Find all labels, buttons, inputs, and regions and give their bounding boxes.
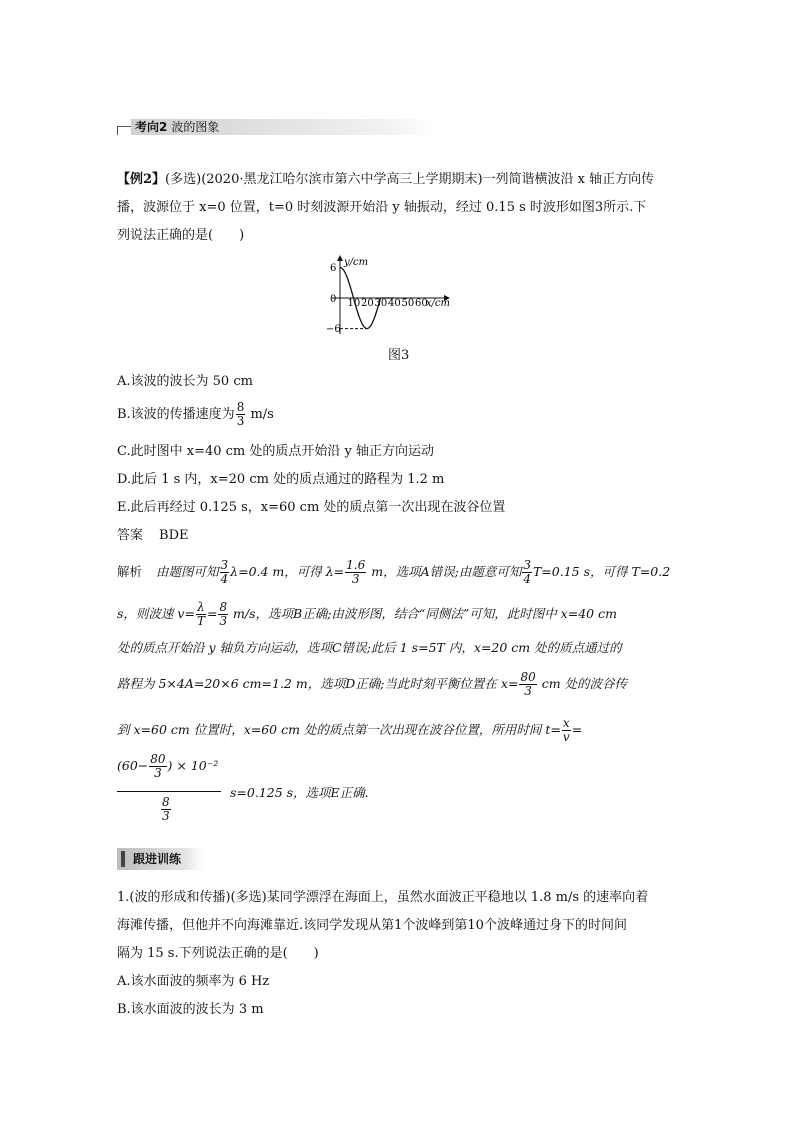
fraction: $\frac{80}{3}$ bbox=[520, 670, 536, 698]
x-tick-30: 30 bbox=[374, 298, 388, 309]
y-tick-0: 0 bbox=[330, 294, 337, 305]
compound-fraction-numerator: (60− $\frac{80}{3}$ ) × 10⁻² bbox=[117, 752, 219, 780]
analysis-line-5: 到 x=60 cm 位置时，x=60 cm 处的质点第一次出现在波谷位置，所用时间 t= $\frac{x}{v}$ = bbox=[117, 716, 583, 744]
example-line-3: 列说法正确的是( ) bbox=[117, 228, 245, 243]
follow-bars-icon bbox=[121, 851, 125, 867]
option-b-fraction: $\frac{8}{3}$ bbox=[236, 400, 245, 428]
follow-title: 跟进训练 bbox=[133, 852, 182, 866]
analysis-line-4: 路程为 5×4A=20×6 cm=1.2 m，选项D正确;当此时刻平衡位置在 x= $\frac{80}{3}$ cm 处的波谷传 bbox=[117, 670, 628, 698]
x-tick-20: 20 bbox=[361, 298, 374, 309]
y-tick-neg6: −6 bbox=[326, 324, 341, 335]
x-axis-label: x/cm bbox=[425, 298, 450, 309]
option-b: B.该波的传播速度为 $\frac{8}{3}$ m/s bbox=[117, 400, 274, 428]
section-title: 考向2 波的图象 bbox=[135, 120, 220, 134]
fraction: $\frac{x}{v}$ bbox=[562, 716, 570, 744]
q1-line-1: 1.(波的形成和传播)(多选)某同学漂浮在海面上，虽然水面波正平稳地以 1.8 m/s 的速率向着 bbox=[117, 890, 649, 905]
analysis-conclusion: s=0.125 s，选项E正确. bbox=[230, 785, 369, 800]
figure-caption: 图3 bbox=[388, 348, 410, 363]
section-header bbox=[117, 117, 435, 137]
section-header-rule bbox=[117, 126, 131, 127]
q1-option-b: B.该水面波的波长为 3 m bbox=[117, 1002, 264, 1017]
option-a: A.该波的波长为 50 cm bbox=[117, 374, 253, 389]
x-tick-labels bbox=[348, 298, 428, 309]
example-line-2: 播，波源位于 x=0 位置，t=0 时刻波源开始沿 y 轴振动，经过 0.15 s 时波形如图3所示.下 bbox=[117, 200, 647, 215]
x-tick-10: 10 bbox=[347, 298, 361, 309]
answer-line: 答案 BDE bbox=[117, 528, 189, 543]
q1-line-2: 海滩传播，但他并不向海滩靠近.该同学发现从第1个波峰到第10个波峰通过身下的时间间 bbox=[117, 918, 627, 933]
fraction: $\frac{8}{3}$ bbox=[219, 600, 228, 628]
wave-figure bbox=[320, 252, 480, 340]
y-axis-arrow bbox=[337, 255, 343, 261]
compound-fraction-denominator bbox=[160, 796, 172, 823]
q1-option-a: A.该水面波的频率为 6 Hz bbox=[117, 974, 270, 989]
fraction: $\frac{\lambda}{T}$ bbox=[196, 600, 205, 628]
fraction: $\frac{3}{4}$ bbox=[220, 558, 229, 586]
analysis-line-3: 处的质点开始沿 y 轴负方向运动，选项C错误;此后 1 s=5T 内，x=20 cm 处的质点通过的 bbox=[117, 640, 622, 655]
option-e: E.此后再经过 0.125 s，x=60 cm 处的质点第一次出现在波谷位置 bbox=[117, 500, 506, 515]
example-tag: 【例2】 bbox=[117, 172, 166, 187]
q1-line-3: 隔为 15 s.下列说法正确的是( ) bbox=[117, 946, 319, 961]
x-tick-60: 60 bbox=[415, 298, 428, 309]
option-c: C.此时图中 x=40 cm 处的质点开始沿 y 轴正方向运动 bbox=[117, 444, 434, 459]
example-line-1: 【例2】(多选)(2020·黑龙江哈尔滨市第六中学高三上学期期末)一列简谐横波沿 x 轴正方向传 bbox=[117, 172, 655, 187]
y-axis-label: y/cm bbox=[344, 257, 369, 268]
fraction: $\frac{8}{3}$ bbox=[162, 795, 170, 823]
analysis-line-1: 解析 由题图可知 $\frac{3}{4}$ λ=0.4 m，可得 λ= $\frac{1.6}{3}$ m，选项A错误;由题意可知 $\frac{3}{4}$ T=0.15 s，可得 T=0.2 bbox=[117, 558, 671, 586]
y-tick-6: 6 bbox=[330, 263, 337, 274]
compound-fraction-bar bbox=[117, 791, 221, 792]
x-tick-50: 50 bbox=[401, 298, 415, 309]
fraction: $\frac{1.6}{3}$ bbox=[346, 558, 366, 586]
analysis-line-2: s，则波速 v= $\frac{\lambda}{T}$ = $\frac{8}{3}$ m/s，选项B正确;由波形图，结合“同侧法”可知，此时图中 x=40 cm bbox=[117, 600, 617, 628]
section-header-rule-vertical bbox=[117, 126, 118, 135]
follow-training-header bbox=[117, 848, 203, 870]
option-d: D.此后 1 s 内，x=20 cm 处的质点通过的路程为 1.2 m bbox=[117, 472, 445, 487]
fraction: $\frac{80}{3}$ bbox=[150, 752, 166, 780]
fraction: $\frac{3}{4}$ bbox=[523, 558, 531, 586]
x-tick-40: 40 bbox=[388, 298, 401, 309]
